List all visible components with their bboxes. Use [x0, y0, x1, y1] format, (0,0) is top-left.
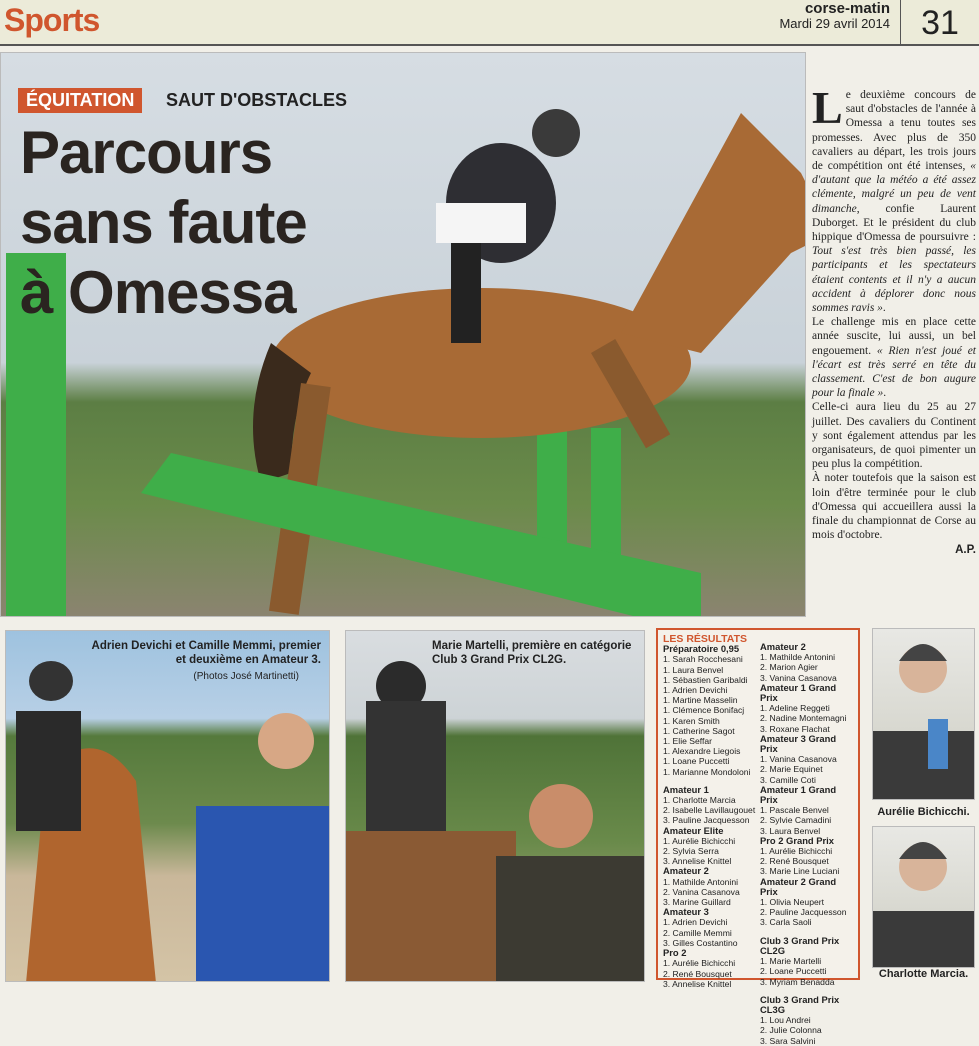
- results-entry: 3. Myriam Benadda: [760, 976, 835, 987]
- results-entry: 1. Aurélie Bichicchi: [663, 958, 736, 969]
- portrait-marcia: [872, 826, 975, 968]
- results-category: Préparatoire 0,95: [663, 643, 740, 655]
- article-body: Le deuxième concours de saut d'obstacles de l'année à Omessa a tenu toutes ses promesses. Avec plus de 350 cavaliers au départ, les trois jours de compétition ont été intenses, « d'autant que la météo a été assez clémente, malgré un peu de vent dimanche, confie Laurent Duborget. Et le président du club hippique d'Omessa de poursuivre : Tout s'est très bien passé, les participants et les spectateurs étaient contents et il n'y a aucun accident à déplorer donc nous sommes ravis ». Le challenge mis en place cette année suscite, lui aussi, un bel engouement. « Rien n'est joué et l'écart est très serré en tête du classement. C'est de bon augure pour la finale ». Celle-ci aura lieu du 25 au 27 juillet. Des cavaliers du Continent y sont également attendus par les organisateurs, de quoi pimenter un peu plus la compétition. À noter toutefois que la saison est loin d'être terminée pour le club d'Omessa qui accueillera aussi la finale du championnat de Corse au mois d'octobre. A.P.: [812, 82, 976, 556]
- results-category: Amateur 2: [760, 641, 806, 652]
- headline-line: Parcours: [20, 119, 273, 186]
- results-category: Amateur 2: [663, 865, 709, 877]
- author: A.P.: [955, 543, 976, 556]
- photo-credit: (Photos José Martinetti): [193, 671, 299, 682]
- results-entry: 2. Pauline Jacquesson: [760, 907, 847, 918]
- results-entry: 3. Annelise Knittel: [663, 856, 732, 867]
- results-entry: 2. Marie Equinet: [760, 764, 823, 775]
- results-entry: 2. Sylvie Camadini: [760, 815, 832, 826]
- results-entry: 1. Mathilde Antonini: [663, 876, 739, 887]
- results-entry: 1. Vanina Casanova: [760, 754, 837, 765]
- results-entry: 3. Carla Saoli: [760, 917, 812, 928]
- results-entry: 3. Marie Line Luciani: [760, 866, 840, 877]
- results-entry: 2. Julie Colonna: [760, 1025, 822, 1036]
- results-entry: 1. Loane Puccetti: [663, 756, 730, 767]
- newspaper-name: corse-matin: [804, 0, 890, 17]
- drop-cap: L: [812, 82, 843, 133]
- results-entry: 2. Sylvia Serra: [663, 846, 719, 857]
- paragraph: À noter toutefois que la saison est loin d'être terminée pour le club d'Omessa qui accueillera aussi la finale du championnat de Corse au mois d'octobre.: [812, 472, 976, 542]
- photo-devichi-memmi: [5, 630, 330, 982]
- results-entry: 3. Vanina Casanova: [760, 672, 837, 683]
- results-entry: 1. Karen Smith: [663, 715, 720, 726]
- results-entry: 2. Nadine Montemagni: [760, 713, 847, 724]
- results-category: Amateur 1: [663, 783, 709, 795]
- portrait-caption: Charlotte Marcia.: [878, 968, 969, 980]
- headline-line: sans faute: [20, 189, 307, 256]
- results-entry: 3. Pauline Jacquesson: [663, 815, 750, 826]
- rider: [366, 701, 446, 851]
- results-entry: 1. Sarah Rocchesani: [663, 654, 743, 665]
- results-category: Amateur 3: [663, 906, 709, 918]
- results-entry: 2. René Bousquet: [663, 968, 732, 979]
- results-category: Amateur 1 Grand Prix: [760, 783, 837, 806]
- results-entry: 1. Martine Masselin: [663, 695, 738, 706]
- paragraph: Celle-ci aura lieu du 25 au 27 juillet. Des cavaliers du Continent y sont également attendus par les organisateurs, de quoi pimenter un peu plus la compétition.: [812, 401, 976, 471]
- category-tag: ÉQUITATION: [18, 88, 142, 113]
- results-entry: 1. Catherine Sagot: [663, 725, 735, 736]
- results-category: Amateur 1 Grand Prix: [760, 681, 837, 704]
- results-entry: 1. Laura Benvel: [663, 664, 724, 675]
- results-entry: 1. Sébastien Garibaldi: [663, 674, 748, 685]
- section-title: Sports: [4, 2, 100, 38]
- results-entry: 3. Camille Coti: [760, 774, 816, 785]
- results-entry: 2. René Bousquet: [760, 856, 829, 867]
- results-entry: 1. Mathilde Antonini: [760, 652, 836, 663]
- results-entry: 1. Marianne Mondoloni: [663, 766, 751, 777]
- headline: [20, 118, 307, 328]
- results-box: [656, 628, 860, 1046]
- results-entry: 1. Pascale Benvel: [760, 805, 829, 816]
- page-number: 31: [900, 0, 979, 44]
- results-entry: 3. Marine Guillard: [663, 897, 731, 908]
- results-entry: 3. Annelise Knittel: [663, 978, 732, 989]
- results-entry: 1. Aurélie Bichicchi: [663, 835, 736, 846]
- results-category: Amateur Elite: [663, 824, 724, 836]
- results-category: Pro 2: [663, 947, 687, 959]
- results-category: Amateur 2 Grand Prix: [760, 875, 837, 897]
- portrait-caption: Aurélie Bichicchi.: [877, 806, 970, 818]
- results-entry: 2. Camille Memmi: [663, 927, 732, 938]
- results-entry: 2. Loane Puccetti: [760, 966, 827, 977]
- results-entry: 1. Elie Seffar: [663, 736, 713, 747]
- results-title: LES RÉSULTATS: [663, 633, 747, 645]
- subcategory: SAUT D'OBSTACLES: [166, 90, 347, 110]
- issue-date: Mardi 29 avril 2014: [779, 16, 890, 31]
- photo-caption: Marie Martelli, première en catégorie Club 3 Grand Prix CL2G.: [432, 640, 632, 666]
- results-category: Club 3 Grand Prix CL3G: [760, 993, 840, 1015]
- results-entry: 2. Isabelle Lavillaugouet: [663, 805, 756, 816]
- results-category: Club 3 Grand Prix CL2G: [760, 934, 840, 956]
- photo-caption: Adrien Devichi et Camille Memmi, premier et deuxième en Amateur 3.: [91, 640, 321, 666]
- results-entry: 1. Lou Andrei: [760, 1015, 811, 1026]
- results-entry: 3. Laura Benvel: [760, 825, 821, 836]
- results-entry: 1. Adrien Devichi: [663, 917, 728, 928]
- results-category: Pro 2 Grand Prix: [760, 834, 834, 846]
- results-entry: 1. Olivia Neupert: [760, 897, 825, 908]
- results-entry: 1. Adrien Devichi: [663, 685, 728, 696]
- results-column: [760, 634, 853, 1046]
- results-entry: 1. Aurélie Bichicchi: [760, 846, 833, 857]
- portrait-bichicchi: [872, 628, 975, 800]
- results-entry: 3. Gilles Costantino: [663, 937, 738, 948]
- person: [529, 784, 593, 848]
- headline-line: à Omessa: [20, 259, 296, 326]
- results-entry: 2. Marion Agier: [760, 662, 818, 673]
- results-entry: 1. Clémence Bonifacj: [663, 705, 745, 716]
- results-entry: 1. Alexandre Liegois: [663, 746, 741, 757]
- results-column: [663, 633, 756, 989]
- page-header: [0, 0, 979, 46]
- results-entry: 1. Adeline Reggeti: [760, 703, 830, 714]
- results-entry: 3. Sara Salvini: [760, 1035, 816, 1046]
- person: [258, 713, 314, 769]
- results-entry: 1. Marie Martelli: [760, 956, 822, 967]
- results-category: Amateur 3 Grand Prix: [760, 732, 837, 755]
- results-entry: 1. Charlotte Marcia: [663, 795, 736, 806]
- results-entry: 2. Vanina Casanova: [663, 886, 740, 897]
- results-entry: 3. Roxane Flachat: [760, 723, 830, 734]
- photo-martelli: [345, 630, 645, 982]
